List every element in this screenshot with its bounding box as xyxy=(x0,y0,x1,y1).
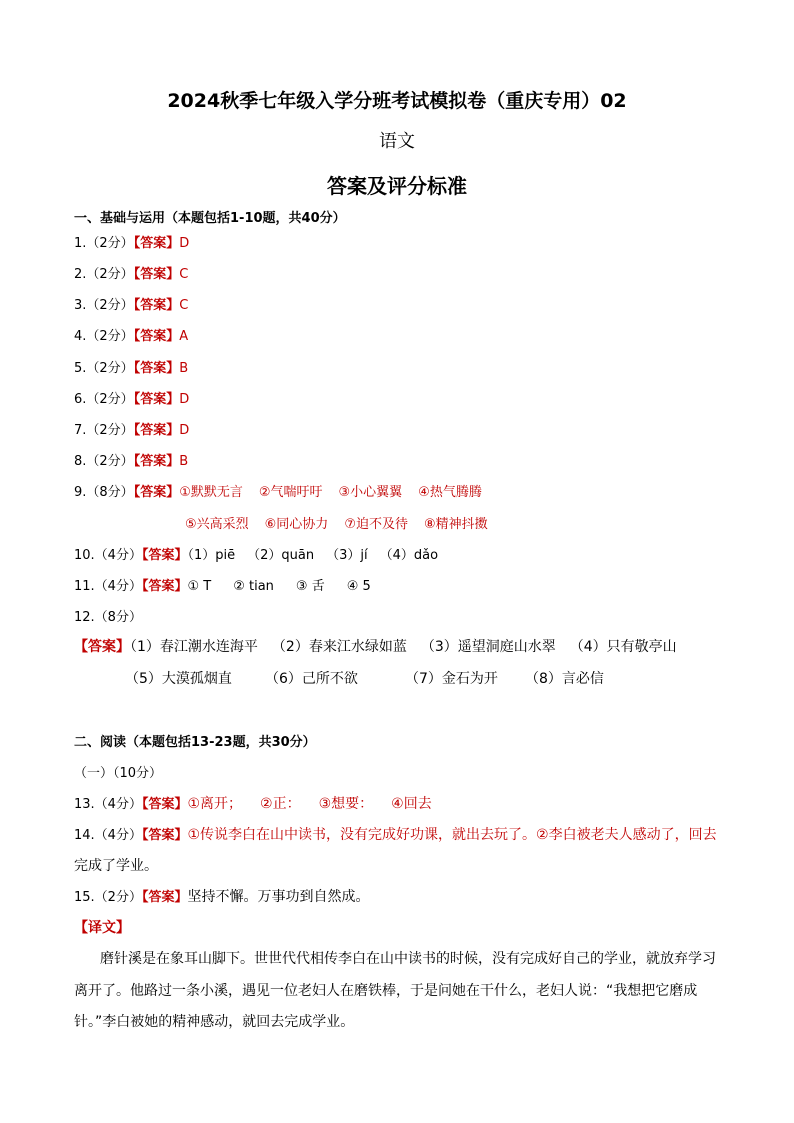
answer-item-10 xyxy=(74,544,438,563)
answer-item-7 xyxy=(74,419,189,438)
poem-line-1: （1）春江潮水连海平 xyxy=(130,639,258,655)
question-number: 13.（4分） xyxy=(74,797,142,812)
answer-item-3 xyxy=(74,294,188,313)
answer-key-title: 答案及评分标准 xyxy=(327,174,467,198)
answer-tag: 【答案】 xyxy=(141,890,188,905)
answer-tag: 【答案】 xyxy=(74,639,130,655)
translation-line-2: 离开了。他路过一条小溪，遇见一位老妇人在磨铁棒，于是问她在干什么，老妇人说：“我想把它磨成 xyxy=(74,983,698,999)
question-number: 15.（2分） xyxy=(74,890,142,905)
answer-item-8 xyxy=(74,450,188,469)
answer-item-11 xyxy=(74,575,371,594)
answer-item-4 xyxy=(74,325,188,344)
translation-line-1: 磨针溪是在象耳山脚下。世世代代相传李白在山中读书的时候，没有完成好自己的学业，就放弃学习 xyxy=(100,951,716,967)
poem-line-5: （5）大漠孤烟直 xyxy=(125,671,232,687)
answer-item-2 xyxy=(74,263,188,282)
answer-value: C xyxy=(179,267,189,282)
section1-heading: 一、基础与运用（本题包括1-10题，共40分） xyxy=(74,211,346,226)
poem-line-4: （4）只有敬亭山 xyxy=(569,639,677,655)
answer-tag: 【答案】 xyxy=(133,267,180,282)
answer-item-9-row2 xyxy=(185,513,488,532)
question-number: 10.（4分） xyxy=(74,548,142,563)
word-meaning-1: ①离开； xyxy=(187,796,243,812)
answer-tag: 【答案】 xyxy=(133,329,180,344)
answer-value: C xyxy=(179,298,189,313)
pinyin-2: （2）quān xyxy=(247,548,315,563)
answer-tag: 【答案】 xyxy=(133,392,180,407)
answer-tag: 【答案】 xyxy=(141,797,188,812)
answer-value: B xyxy=(179,454,189,469)
answer-item-5 xyxy=(74,357,188,376)
question-number: 4.（2分） xyxy=(74,329,134,344)
section2-heading: 二、阅读（本题包括13-23题，共30分） xyxy=(74,735,316,750)
translation-tag: 【译文】 xyxy=(74,920,130,936)
poem-line-8: （8）言必信 xyxy=(525,671,604,687)
word-meaning-3: ③想要： xyxy=(318,796,374,812)
subject-label: 语文 xyxy=(379,131,415,152)
poem-line-3: （3）遥望洞庭山水翠 xyxy=(420,639,556,655)
poem-line-6: （6）己所不欲 xyxy=(265,671,358,687)
word-meaning-2: ②正： xyxy=(260,796,301,812)
char-answer-4: ④ 5 xyxy=(346,579,371,594)
answer-tag: 【答案】 xyxy=(141,548,188,563)
question-number: 7.（2分） xyxy=(74,423,134,438)
poem-line-2: （2）春来江水绿如蓝 xyxy=(271,639,407,655)
answer-tag: 【答案】 xyxy=(133,298,180,313)
question-number: 5.（2分） xyxy=(74,361,134,376)
answer-tag: 【答案】 xyxy=(133,361,180,376)
question-number: 6.（2分） xyxy=(74,392,134,407)
answer-value: B xyxy=(179,361,189,376)
answer-item-9 xyxy=(74,481,482,500)
answer-value: D xyxy=(179,423,190,438)
question-number: 2.（2分） xyxy=(74,267,134,282)
answer-text-line-2: 完成了学业。 xyxy=(74,858,158,874)
answer-item-6 xyxy=(74,388,189,407)
answer-item-1 xyxy=(74,232,189,251)
answer-value: A xyxy=(179,329,189,344)
answer-item-15 xyxy=(74,886,369,906)
answer-item-13 xyxy=(74,793,432,813)
answer-tag: 【答案】 xyxy=(133,485,180,500)
reading-part-1: （一）（10分） xyxy=(74,766,163,781)
answer-tag: 【答案】 xyxy=(133,423,180,438)
idiom-1: ①默默无言 xyxy=(179,485,243,500)
poem-line-7: （7）金石为开 xyxy=(405,671,498,687)
pinyin-1: （1）piē xyxy=(187,548,236,563)
question-number: 14.（4分） xyxy=(74,828,142,843)
answer-item-12-row2 xyxy=(125,668,604,688)
idiom-3: ③小心翼翼 xyxy=(338,485,403,500)
char-answer-1: ① T xyxy=(187,579,212,594)
question-number: 1.（2分） xyxy=(74,236,134,251)
exam-title: 2024秋季七年级入学分班考试模拟卷（重庆专用）02 xyxy=(167,90,627,112)
answer-tag: 【答案】 xyxy=(133,236,180,251)
translation-heading xyxy=(74,917,130,937)
question-number: 8.（2分） xyxy=(74,454,134,469)
idiom-4: ④热气腾腾 xyxy=(418,485,482,500)
idiom-5: ⑤兴高采烈 xyxy=(185,517,249,532)
answer-item-12-row1 xyxy=(74,636,677,656)
answer-tag: 【答案】 xyxy=(141,828,188,843)
question-number: 9.（8分） xyxy=(74,485,134,500)
question-number: 3.（2分） xyxy=(74,298,134,313)
answer-tag: 【答案】 xyxy=(141,579,188,594)
answer-text-line-1: ①传说李白在山中读书，没有完成好功课，就出去玩了。②李白被老夫人感动了，回去 xyxy=(187,827,717,843)
answer-item-14-cont xyxy=(74,855,158,875)
word-meaning-4: ④回去 xyxy=(391,796,432,812)
idiom-6: ⑥同心协力 xyxy=(264,517,329,532)
char-answer-3: ③ 舌 xyxy=(295,579,325,594)
question-number: 11.（4分） xyxy=(74,579,142,594)
answer-item-14 xyxy=(74,824,717,844)
answer-item-12: 12.（8分） xyxy=(74,610,142,625)
answer-value: D xyxy=(179,236,190,251)
translation-text: 针。”李白被她的精神感动，就回去完成学业。 xyxy=(74,1014,355,1030)
translation-line-3 xyxy=(74,1011,354,1031)
idiom-7: ⑦迫不及待 xyxy=(344,517,408,532)
pinyin-3: （3）jí xyxy=(326,548,368,563)
idiom-2: ②气喘吁吁 xyxy=(258,485,323,500)
answer-tag: 【答案】 xyxy=(133,454,180,469)
idiom-8: ⑧精神抖擞 xyxy=(423,517,488,532)
answer-text: 坚持不懈。万事功到自然成。 xyxy=(187,889,370,905)
char-answer-2: ② tian xyxy=(233,579,274,594)
answer-value: D xyxy=(179,392,190,407)
pinyin-4: （4）dǎo xyxy=(379,548,439,563)
